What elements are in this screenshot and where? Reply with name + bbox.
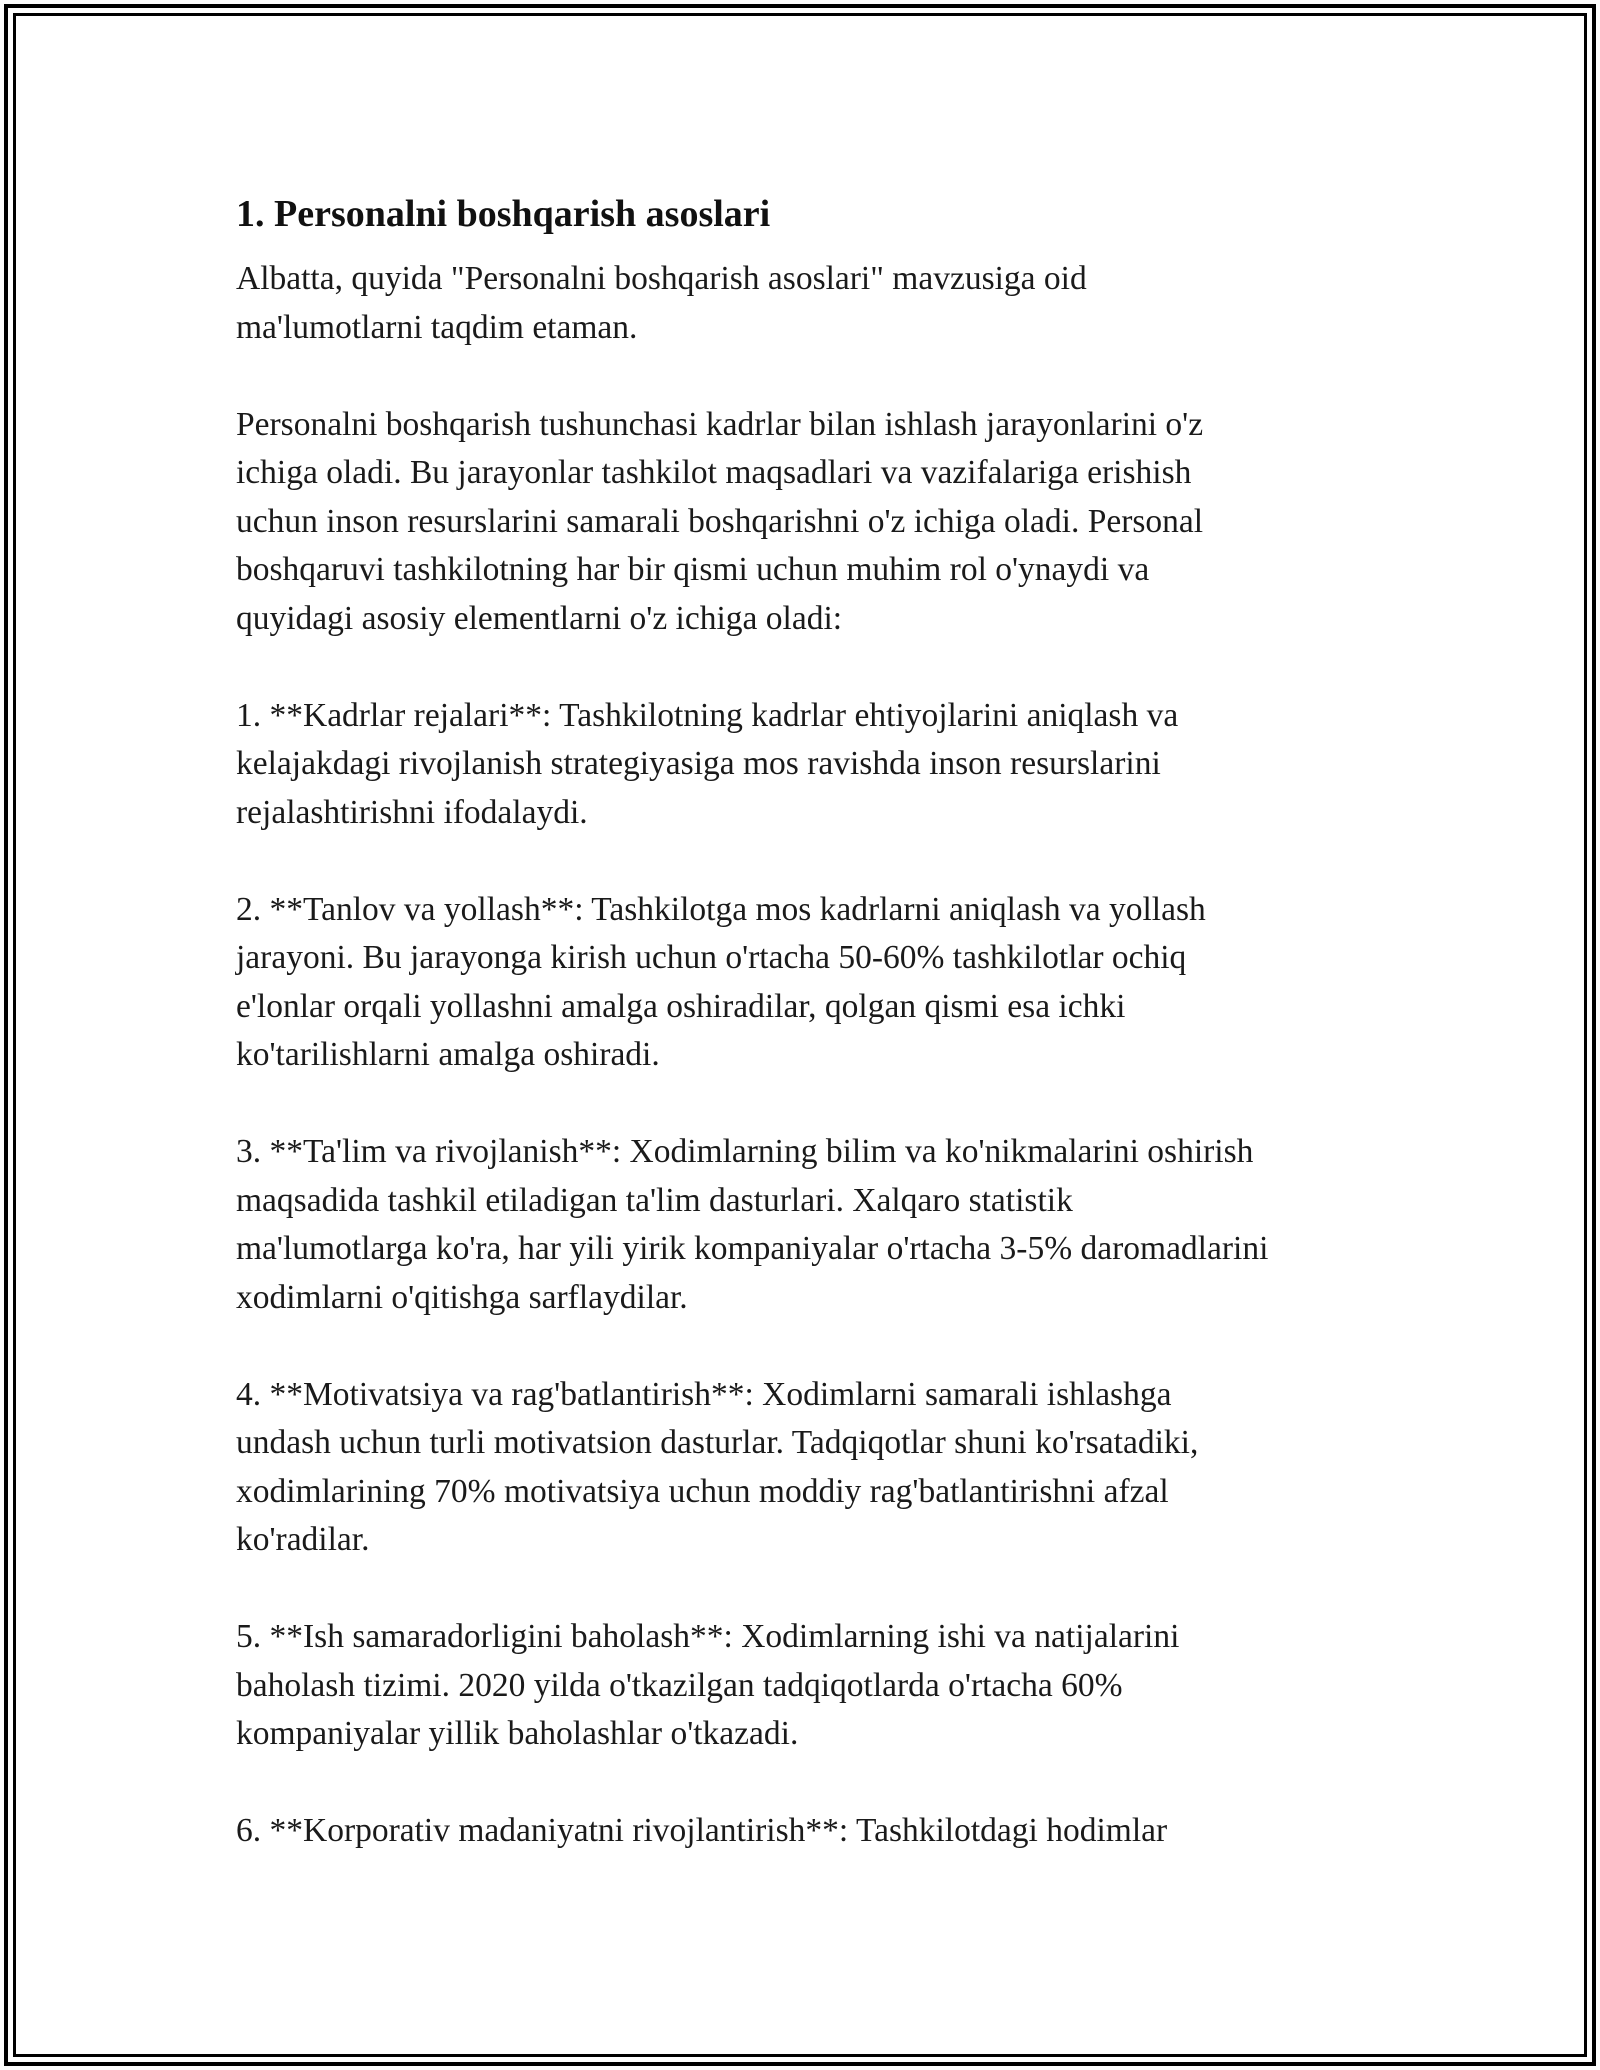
list-item-motivatsiya: 4. **Motivatsiya va rag'batlantirish**: Xodimlarni samarali ishlashga undash uchun turli motivatsion dasturlar. Tadqiqotlar shuni ko'rsatadiki, xodimlarining 70% motivatsiya uchun moddiy rag'batlantirishni afzal ko'radilar. xyxy=(236,1375,1199,1558)
definition-paragraph: Personalni boshqarish tushunchasi kadrlar bilan ishlash jarayonlarini o'z ichiga oladi. Bu jarayonlar tashkilot maqsadlari va vazifalariga erishish uchun inson resurslarini samarali boshqarishni o'z ichiga oladi. Personal boshqaruvi tashkilotning har bir qismi uchun muhim rol o'ynaydi va quyidagi asosiy elementlarni o'z ichiga oladi: xyxy=(236,405,1204,637)
section-heading: 1. Personalni boshqarish asoslari xyxy=(236,193,771,235)
intro-paragraph: Albatta, quyida "Personalni boshqarish asoslari" mavzusiga oid ma'lumotlarni taqdim etaman. xyxy=(236,260,1087,346)
list-item-tanlov-va-yollash: 2. **Tanlov va yollash**: Tashkilotga mos kadrlarni aniqlash va yollash jarayoni. Bu jarayonga kirish uchun o'rtacha 50-60% tashkilotlar ochiq e'lonlar orqali yollashni amalga oshiradilar, qolgan qismi esa ichki ko'tarilishlarni amalga oshiradi. xyxy=(236,890,1206,1073)
list-item-kadrlar-rejalari: 1. **Kadrlar rejalari**: Tashkilotning kadrlar ehtiyojlarini aniqlash va kelajakdagi rivojlanish strategiyasiga mos ravishda inson resurslarini rejalashtirishni ifodalaydi. xyxy=(236,696,1179,831)
list-item-talim-va-rivojlanish: 3. **Ta'lim va rivojlanish**: Xodimlarning bilim va ko'nikmalarini oshirish maqsadida tashkil etiladigan ta'lim dasturlari. Xalqaro statistik ma'lumotlarga ko'ra, har yili yirik kompaniyalar o'rtacha 3-5% daromadlarini xodimlarni o'qitishga sarflaydilar. xyxy=(236,1133,1269,1316)
document-body xyxy=(236,186,1386,1856)
list-item-korporativ-madaniyat: 6. **Korporativ madaniyatni rivojlantirish**: Tashkilotdagi hodimlar xyxy=(236,1812,1168,1849)
list-item-ish-samaradorligi: 5. **Ish samaradorligini baholash**: Xodimlarning ishi va natijalarini baholash tizimi. 2020 yilda o'tkazilgan tadqiqotlarda o'rtacha 60% kompaniyalar yillik baholashlar o'tkazadi. xyxy=(236,1618,1180,1752)
